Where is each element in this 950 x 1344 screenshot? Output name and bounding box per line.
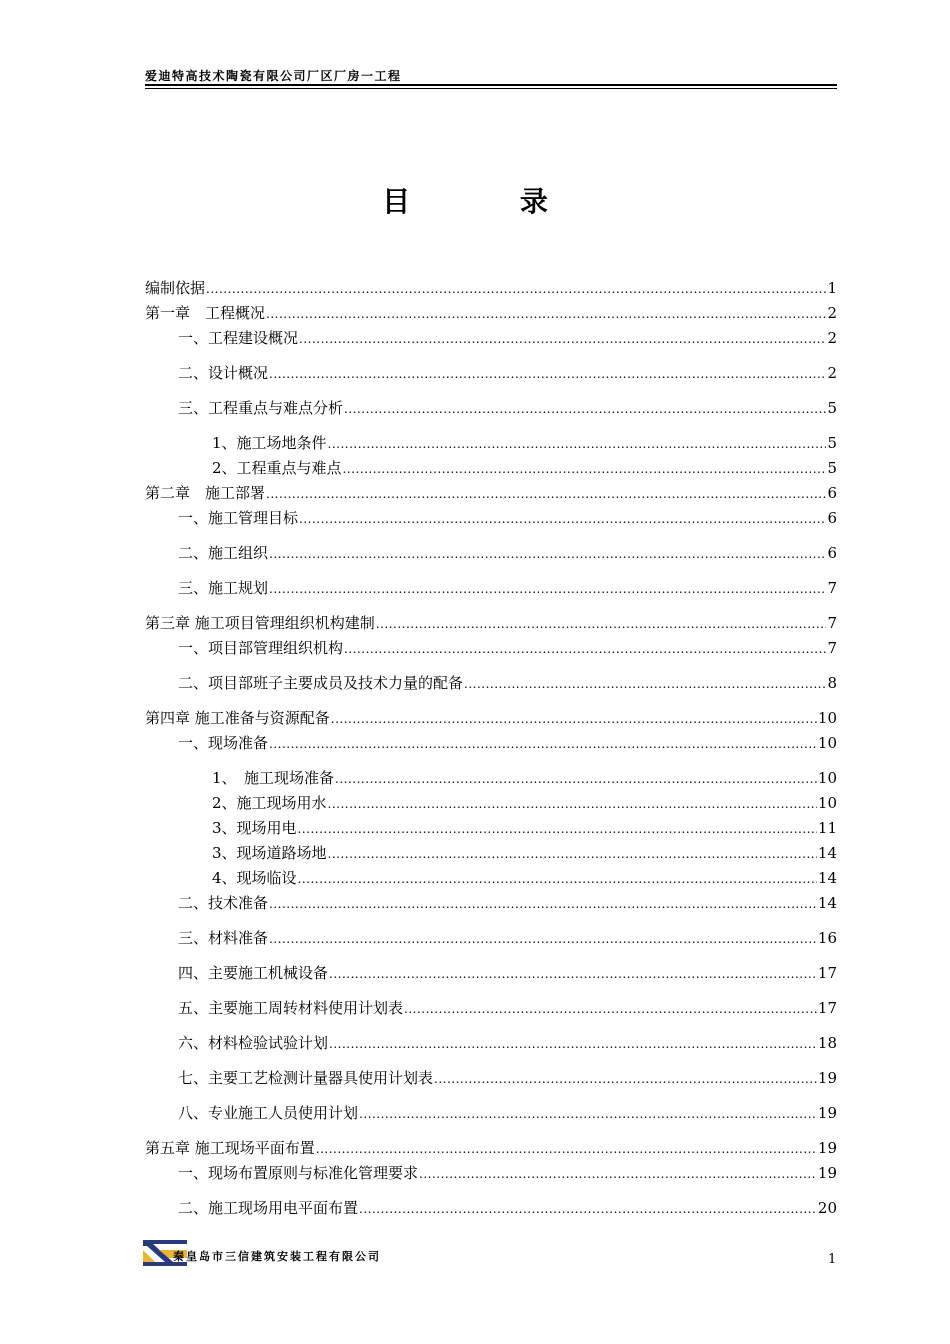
toc-leader-dots (299, 329, 826, 349)
toc-leader-dots (335, 769, 817, 789)
toc-leader-dots (316, 1139, 817, 1159)
toc-entry[interactable] (178, 363, 837, 384)
toc-entry-label: 第四章 施工准备与资源配备 (145, 709, 330, 727)
toc-leader-dots (269, 929, 817, 949)
toc-entry-page: 14 (817, 844, 837, 862)
toc-entry-label: 一、项目部管理组织机构 (178, 639, 344, 657)
toc-leader-dots (434, 1069, 817, 1089)
toc-entry-page: 7 (827, 614, 837, 632)
toc-entry-page: 5 (827, 399, 837, 417)
toc-entry-page: 19 (817, 1139, 837, 1157)
toc-leader-dots (269, 579, 826, 599)
toc-leader-dots (331, 709, 817, 729)
toc-entry-page: 7 (827, 579, 837, 597)
toc-entry-page: 10 (817, 709, 837, 727)
toc-entry[interactable] (212, 458, 837, 479)
toc-entry-page: 1 (827, 279, 837, 297)
toc-entry-label: 1、 施工现场准备 (212, 769, 335, 787)
toc-entry-label: 一、工程建设概况 (178, 329, 299, 347)
toc-entry[interactable] (212, 768, 837, 789)
toc-leader-dots (359, 1104, 817, 1124)
toc-entry[interactable] (145, 278, 837, 299)
toc-entry-label: 三、材料准备 (178, 929, 269, 947)
toc-entry-label: 一、现场布置原则与标准化管理要求 (178, 1164, 419, 1182)
toc-entry-label: 三、工程重点与难点分析 (178, 399, 344, 417)
toc-entry[interactable] (145, 1138, 837, 1159)
toc-leader-dots (269, 894, 817, 914)
toc-entry[interactable] (178, 1103, 837, 1124)
page-number: 1 (828, 1252, 837, 1267)
toc-entry[interactable] (212, 433, 837, 454)
toc-leader-dots (329, 964, 817, 984)
toc-entry-label: 三、施工规划 (178, 579, 269, 597)
toc-entry-label: 七、主要工艺检测计量器具使用计划表 (178, 1069, 434, 1087)
toc-entry[interactable] (178, 998, 837, 1019)
toc-entry-label: 一、现场准备 (178, 734, 269, 752)
toc-entry[interactable] (212, 843, 837, 864)
toc-entry-page: 14 (817, 894, 837, 912)
page-header (145, 67, 837, 84)
toc-entry-label: 二、施工组织 (178, 544, 269, 562)
toc-entry-page: 17 (817, 964, 837, 982)
toc-entry[interactable] (178, 928, 837, 949)
toc-entry-page: 5 (827, 434, 837, 452)
toc-leader-dots (266, 484, 826, 504)
header-rule-thick (145, 84, 837, 86)
toc-entry-page: 6 (827, 509, 837, 527)
toc-entry-label: 2、工程重点与难点 (212, 459, 342, 477)
toc-entry-label: 3、现场道路场地 (212, 844, 327, 862)
toc-entry-page: 10 (817, 794, 837, 812)
toc-entry[interactable] (178, 1198, 837, 1219)
toc-entry[interactable] (145, 613, 837, 634)
toc-entry-label: 1、施工场地条件 (212, 434, 327, 452)
toc-leader-dots (404, 999, 817, 1019)
toc-leader-dots (299, 509, 826, 529)
toc-entry-page: 10 (817, 734, 837, 752)
toc-entry[interactable] (178, 733, 837, 754)
toc-leader-dots (344, 639, 826, 659)
toc-leader-dots (298, 819, 817, 839)
footer-company-name: 秦皇岛市三信建筑安装工程有限公司 (173, 1250, 381, 1263)
toc-entry-page: 11 (817, 819, 837, 837)
toc-entry-page: 14 (817, 869, 837, 887)
toc-entry-label: 二、技术准备 (178, 894, 269, 912)
toc-entry[interactable] (178, 638, 837, 659)
toc-entry-label: 一、施工管理目标 (178, 509, 299, 527)
toc-entry[interactable] (178, 963, 837, 984)
toc-entry-label: 第五章 施工现场平面布置 (145, 1139, 315, 1157)
toc-entry[interactable] (178, 1163, 837, 1184)
toc-entry-page: 2 (827, 304, 837, 322)
toc-leader-dots (328, 434, 827, 454)
toc-entry[interactable] (178, 893, 837, 914)
toc-entry-page: 17 (817, 999, 837, 1017)
toc-leader-dots (328, 794, 817, 814)
toc-entry[interactable] (178, 1068, 837, 1089)
toc-entry-page: 19 (817, 1104, 837, 1122)
toc-entry[interactable] (145, 708, 837, 729)
toc-entry[interactable] (178, 578, 837, 599)
toc-leader-dots (266, 304, 826, 324)
page-footer (143, 1236, 843, 1266)
header-title: 爱迪特高技术陶瓷有限公司厂区厂房一工程 (145, 69, 402, 83)
toc-leader-dots (328, 844, 817, 864)
toc-leader-dots (329, 1034, 817, 1054)
toc-entry[interactable] (212, 818, 837, 839)
toc-entry[interactable] (178, 673, 837, 694)
toc-entry-page: 2 (827, 329, 837, 347)
toc-entry-page: 8 (827, 674, 837, 692)
toc-entry-label: 四、主要施工机械设备 (178, 964, 329, 982)
toc-leader-dots (344, 399, 826, 419)
toc-entry[interactable] (178, 398, 837, 419)
toc-entry-label: 第二章 施工部署 (145, 484, 266, 502)
toc-entry-page: 19 (817, 1069, 837, 1087)
toc-entry-label: 3、现场用电 (212, 819, 297, 837)
toc-entry-label: 五、主要施工周转材料使用计划表 (178, 999, 404, 1017)
toc-entry-page: 16 (817, 929, 837, 947)
toc-leader-dots (298, 869, 817, 889)
toc-entry[interactable] (178, 328, 837, 349)
toc-entry[interactable] (178, 508, 837, 529)
toc-entry[interactable] (178, 543, 837, 564)
toc-entry-page: 19 (817, 1164, 837, 1182)
toc-entry-label: 编制依据 (145, 279, 206, 297)
toc-entry-label: 2、施工现场用水 (212, 794, 327, 812)
toc-leader-dots (359, 1199, 817, 1219)
toc-entry-page: 6 (827, 484, 837, 502)
page-title: 目 录 (382, 185, 598, 218)
toc-entry-page: 20 (817, 1199, 837, 1217)
toc-leader-dots (419, 1164, 817, 1184)
toc-entry[interactable] (145, 483, 837, 504)
toc-entry-label: 4、现场临设 (212, 869, 297, 887)
toc-entry[interactable] (145, 303, 837, 324)
toc-leader-dots (343, 459, 827, 479)
toc-entry-page: 5 (827, 459, 837, 477)
toc-entry-label: 二、施工现场用电平面布置 (178, 1199, 359, 1217)
toc-entry[interactable] (178, 1033, 837, 1054)
toc-entry-label: 八、专业施工人员使用计划 (178, 1104, 359, 1122)
toc-entry-label: 六、材料检验试验计划 (178, 1034, 329, 1052)
header-rule-thin (145, 88, 837, 89)
toc-leader-dots (269, 364, 826, 384)
toc-leader-dots (464, 674, 826, 694)
toc-entry-page: 10 (817, 769, 837, 787)
toc-leader-dots (269, 544, 826, 564)
toc-entry-label: 第三章 施工项目管理组织机构建制 (145, 614, 375, 632)
toc-leader-dots (206, 279, 826, 299)
toc-entry-page: 7 (827, 639, 837, 657)
toc-entry-page: 2 (827, 364, 837, 382)
toc-entry-label: 二、项目部班子主要成员及技术力量的配备 (178, 674, 464, 692)
toc-entry[interactable] (212, 793, 837, 814)
toc-leader-dots (376, 614, 827, 634)
toc-entry-label: 第一章 工程概况 (145, 304, 266, 322)
toc-leader-dots (269, 734, 817, 754)
toc-entry-page: 18 (817, 1034, 837, 1052)
toc-entry-label: 二、设计概况 (178, 364, 269, 382)
toc-entry[interactable] (212, 868, 837, 889)
toc-entry-page: 6 (827, 544, 837, 562)
